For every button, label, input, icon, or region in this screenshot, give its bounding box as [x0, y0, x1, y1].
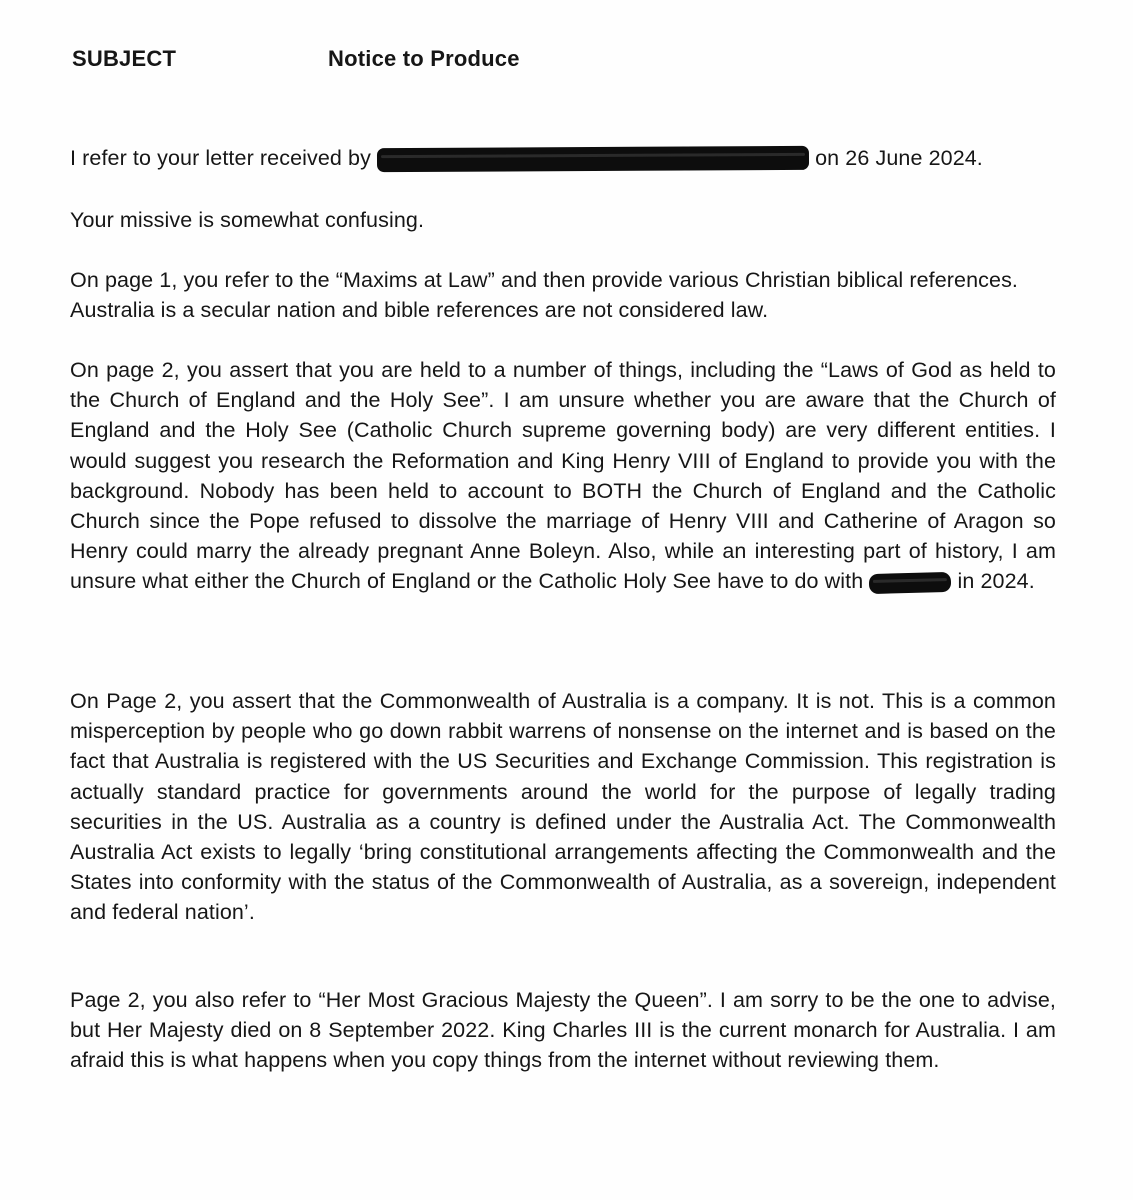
subject-line [72, 46, 972, 76]
paragraph-maxims-at-law: On page 1, you refer to the “Maxims at Law” and then provide various Christian biblical references. Australia is a secular nation and bible references are not considered law. [70, 268, 1019, 323]
paragraph-text: On page 2, you assert that you are held to a number of things, including the “Laws of God as held to the Church of England and the Holy See”. I am unsure whether you are aware that the Church of England and the Holy See (Catholic Church supreme governing body) are very different entities. I would suggest you research the Reformation and King Henry VIII of England to provide you with the background. Nobody has been held to account to BOTH the Church of England and the Catholic Church since the Pope refused to dissolve the marriage of Henry VIII and Catherine of Aragon so Henry could marry the already pregnant Anne Boleyn. Also, while an interesting part of history, I am unsure what either the Church of England or the Catholic Holy See have to do with [70, 358, 1056, 594]
subject-value: Notice to Produce [328, 46, 520, 71]
paragraph-missive-confusing: Your missive is somewhat confusing. [70, 208, 425, 232]
paragraph-her-majesty: Page 2, you also refer to “Her Most Gracious Majesty the Queen”. I am sorry to be the one to advise, but Her Majesty died on 8 September 2022. King Charles III is the current monarch for Australia. I am afraid this is what happens when you copy things from the internet without reviewing them. [70, 988, 1056, 1073]
paragraph-text: on 26 June 2024. [815, 146, 983, 170]
redaction-mark [377, 146, 809, 172]
paragraph-text: in 2024. [957, 569, 1035, 594]
paragraph-church-holy-see [70, 355, 1056, 597]
subject-label: SUBJECT [72, 46, 177, 71]
paragraph-letter-reference [70, 143, 1056, 173]
redaction-mark [869, 572, 951, 594]
paragraph-text: I refer to your letter received by [70, 146, 371, 170]
paragraph-commonwealth-company: On Page 2, you assert that the Commonwealth of Australia is a company. It is not. This is a common misperception by people who go down rabbit warrens of nonsense on the internet and is based on the fact that Australia is registered with the US Securities and Exchange Commission. This registration is actually standard practice for governments around the world for the purpose of legally trading securities in the US. Australia as a country is defined under the Australia Act. The Commonwealth Australia Act exists to legally ‘bring constitutional arrangements affecting the Commonwealth and the States into conformity with the status of the Commonwealth of Australia, as a sovereign, independent and federal nation’. [70, 689, 1056, 925]
